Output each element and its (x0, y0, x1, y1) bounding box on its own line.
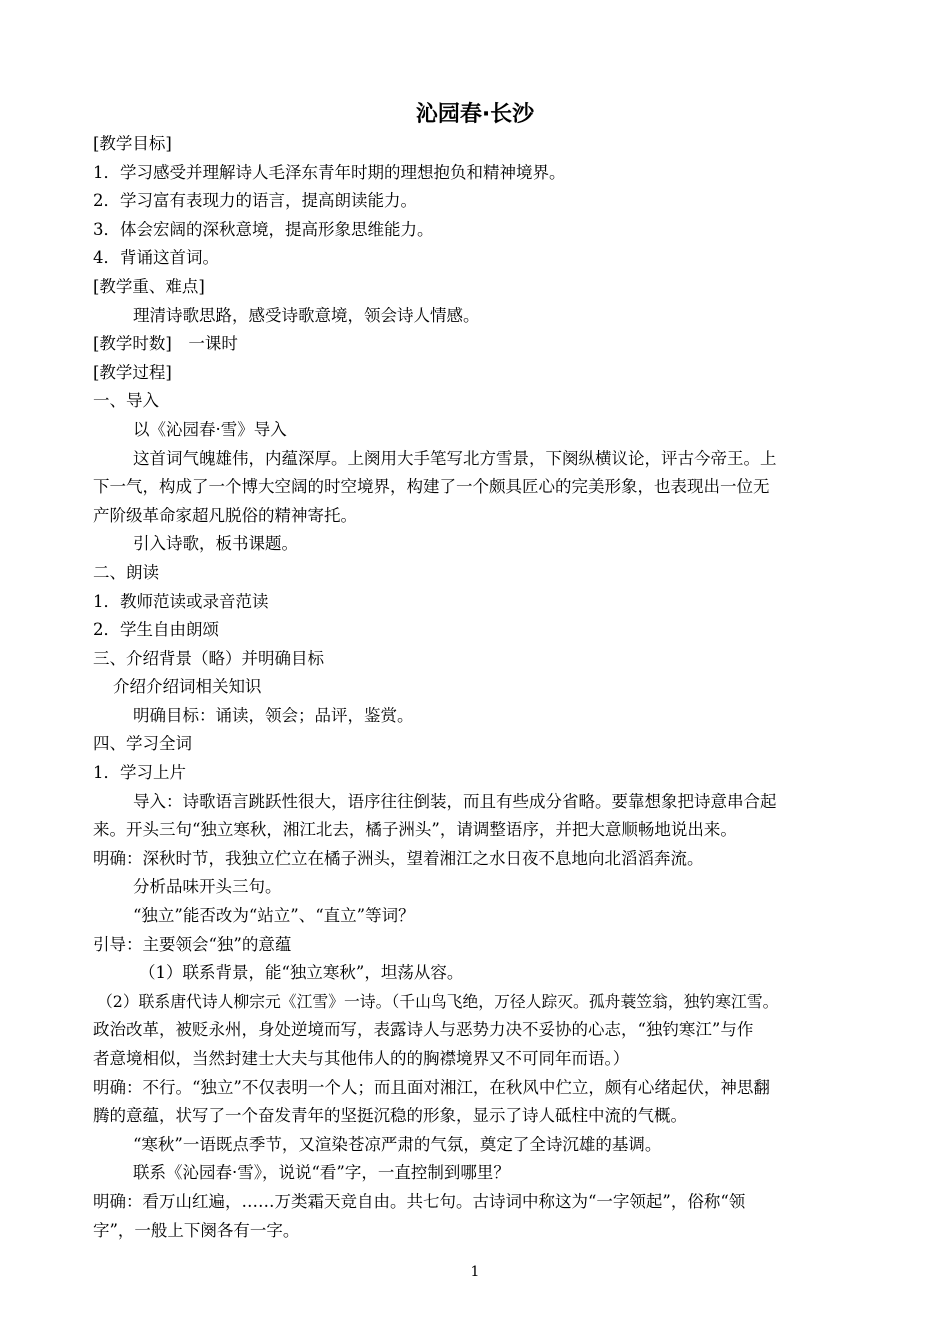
paragraph-line: 明确：不行。“独立”不仅表明一个人；而且面对湘江，在秋风中伫立，颇有心绪起伏，神思翻 (93, 1077, 770, 1097)
paragraph-line: 明确：深秋时节，我独立伫立在橘子洲头，望着湘江之水日夜不息地向北滔滔奔流。 (93, 848, 704, 868)
paragraph-line: 者意境相似，当然封建士大夫与其他伟人的的胸襟境界又不可同年而语。） (93, 1049, 630, 1068)
paragraph-line: 联系《沁园春·雪》，说说“看”字，一直控制到哪里？ (133, 1163, 510, 1183)
paragraph-line: 介绍介绍词相关知识 (113, 677, 262, 697)
objective-item: 3．体会宏阔的深秋意境，提高形象思维能力。 (93, 219, 434, 239)
paragraph-line: 引入诗歌，板书课题。 (133, 534, 298, 554)
paragraph-line: （1）联系背景，能“独立寒秋”，坦荡从容。 (139, 963, 464, 983)
paragraph-line: 来。开头三句“独立寒秋，湘江北去，橘子洲头”，请调整语序，并把大意顺畅地说出来。 (93, 820, 737, 840)
paragraph-line: 腾的意蕴，状写了一个奋发青年的坚挺沉稳的形象，显示了诗人砥柱中流的气概。 (93, 1106, 687, 1126)
section-heading-process: [教学过程] (93, 362, 172, 382)
paragraph-line: 字”，一般上下阕各有一字。 (93, 1220, 300, 1240)
paragraph-line: 明确：看万山红遍，……万类霜天竞自由。共七句。古诗词中称这为“一字领起”，俗称“领 (93, 1191, 746, 1211)
paragraph-line: （2）联系唐代诗人柳宗元《江雪》一诗。（千山鸟飞绝，万径人踪灭。孤舟蓑笠翁，独钓寒江雪。 (97, 991, 779, 1011)
objective-item: 1．学习感受并理解诗人毛泽东青年时期的理想抱负和精神境界。 (93, 162, 566, 182)
list-item: 1．教师范读或录音范读 (93, 591, 269, 611)
objective-item: 4．背诵这首词。 (93, 248, 219, 268)
paragraph-line: 分析品味开头三句。 (133, 877, 282, 897)
paragraph-line: 下一气，构成了一个博大空阔的时空境界，构建了一个颇具匠心的完美形象，也表现出一位无 (93, 477, 770, 497)
section-heading-objectives: [教学目标] (93, 134, 172, 153)
paragraph-line: 政治改革，被贬永州，身处逆境而写，表露诗人与恶势力决不妥协的心志，“独钓寒江”与作 (93, 1020, 754, 1040)
section-heading-hours: [教学时数] 一课时 (93, 334, 238, 354)
page-title: 沁园春·长沙 (415, 102, 535, 127)
section-heading: 四、学习全词 (93, 734, 192, 754)
paragraph-line: 以《沁园春·雪》导入 (133, 419, 287, 439)
paragraph-line: 理清诗歌思路，感受诗歌意境，领会诗人情感。 (133, 305, 480, 325)
section-heading: 三、介绍背景（略）并明确目标 (93, 648, 324, 668)
document-body (93, 130, 863, 1245)
paragraph-line: 导入：诗歌语言跳跃性很大，语序往往倒装，而且有些成分省略。要靠想象把诗意串合起 (133, 791, 777, 811)
section-heading: 一、导入 (93, 391, 159, 411)
paragraph-line: “独立”能否改为“站立”、“直立”等词？ (133, 906, 415, 926)
list-item: 1．学习上片 (93, 763, 186, 783)
section-heading: 二、朗读 (93, 562, 159, 582)
list-item: 2．学生自由朗颂 (93, 620, 219, 640)
paragraph-line: 引导：主要领会“独”的意蕴 (93, 934, 292, 954)
paragraph-line: 明确目标：诵读，领会；品评，鉴赏。 (133, 705, 414, 725)
paragraph-line: 这首词气魄雄伟，内蕴深厚。上阕用大手笔写北方雪景，下阕纵横议论，评古今帝王。上 (133, 448, 777, 468)
paragraph-line: “寒秋”一语既点季节，又渲染苍凉严肃的气氛，奠定了全诗沉雄的基调。 (133, 1134, 662, 1154)
objective-item: 2．学习富有表现力的语言，提高朗读能力。 (93, 191, 417, 211)
paragraph-line: 产阶级革命家超凡脱俗的精神寄托。 (93, 505, 357, 525)
page-number: 1 (470, 1264, 480, 1280)
section-heading-key-points: [教学重、难点] (93, 276, 205, 296)
